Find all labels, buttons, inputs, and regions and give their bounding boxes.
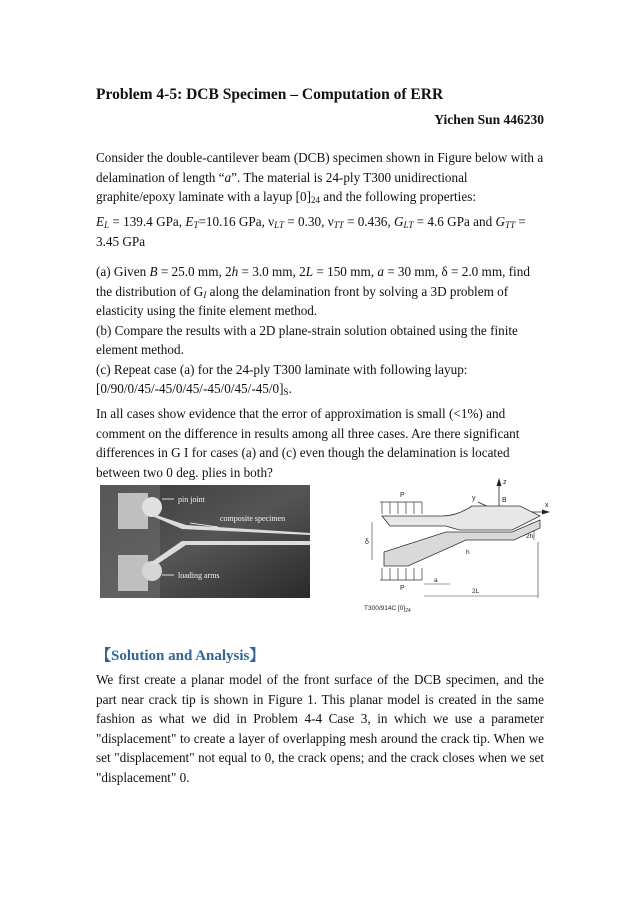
svg-text:x: x: [545, 502, 549, 509]
section-heading-solution: 【Solution and Analysis】: [96, 648, 265, 664]
task-list: [96, 262, 544, 399]
task-a: (a) Given B = 25.0 mm, 2h = 3.0 mm, 2L = 150 mm, a = 30 mm, δ = 2.0 mm, find the distribution of $G_I$ along the delamination front by solving a 3D problem of elasticity using the finite element method.: [96, 264, 530, 318]
dcb-schematic-diagram: [362, 472, 564, 620]
svg-text:P: P: [400, 585, 405, 592]
author-name: Yichen Sun 446230: [434, 112, 544, 127]
intro-paragraph: Consider the double-cantilever beam (DCB) specimen shown in Figure below with a delamination of length “a”. The material is 24-ply T300 unidirectional graphite/epoxy laminate with a layup $[0]_{24}$ and the following properties:: [96, 150, 544, 205]
task-b: (b) Compare the results with a 2D plane-strain solution obtained using the finite element method.: [96, 322, 518, 357]
svg-text:P: P: [400, 492, 405, 499]
label-composite-specimen: composite specimen: [220, 514, 286, 523]
problem-title: Problem 4-5: DCB Specimen – Computation of ERR: [96, 86, 444, 103]
svg-text:2h: 2h: [526, 533, 534, 540]
svg-text:T300/914C [0]24: T300/914C $[0]_{24}$: [364, 605, 411, 614]
solution-paragraph: We first create a planar model of the front surface of the DCB specimen, and the part near crack tip is shown in Figure 1. This planar model is created in the same fashion as what we did in Problem 4-4 Case 3, in which we use a parameter "displacement" to create a layer of overlapping mesh around the crack tip. When we set "displacement" not equal to 0, the crack opens; and the crack closes when we set "displacement" 0.: [96, 672, 544, 785]
diagram-caption: T300/914C [0]: [364, 605, 406, 612]
svg-text:2L: 2L: [472, 588, 480, 595]
label-pin-joint: pin joint: [178, 495, 205, 504]
cases-paragraph: In all cases show evidence that the error of approximation is small (<1%) and comment on the difference in results among all three cases. Are there significant differences in G I for cases (a) and (c) even though the delamination is located between two 0 deg. plies in both?: [96, 406, 520, 480]
task-c: (c) Repeat case (a) for the 24-ply T300 laminate with following layup: $[0/90/0/45/-45/0/45/-45/0/45/-45/0]_S$.: [96, 361, 468, 397]
label-loading-arms: loading arms: [178, 571, 220, 580]
dcb-test-photo: [100, 485, 310, 598]
svg-text:y: y: [472, 495, 476, 502]
svg-text:z: z: [503, 479, 507, 486]
svg-text:δ: δ: [365, 539, 369, 546]
material-properties: $E_L = 139.4$ GPa, $E_T=10.16$ GPa, $\nu_{LT} = 0.30$, $\nu_{TT} = 0.436$, $G_{LT} = 4.6$ GPa and $G_{TT} = 3.45$ GPa: [96, 214, 526, 249]
svg-text:a: a: [434, 577, 438, 584]
svg-text:h: h: [466, 549, 470, 556]
svg-text:B: B: [502, 497, 507, 504]
